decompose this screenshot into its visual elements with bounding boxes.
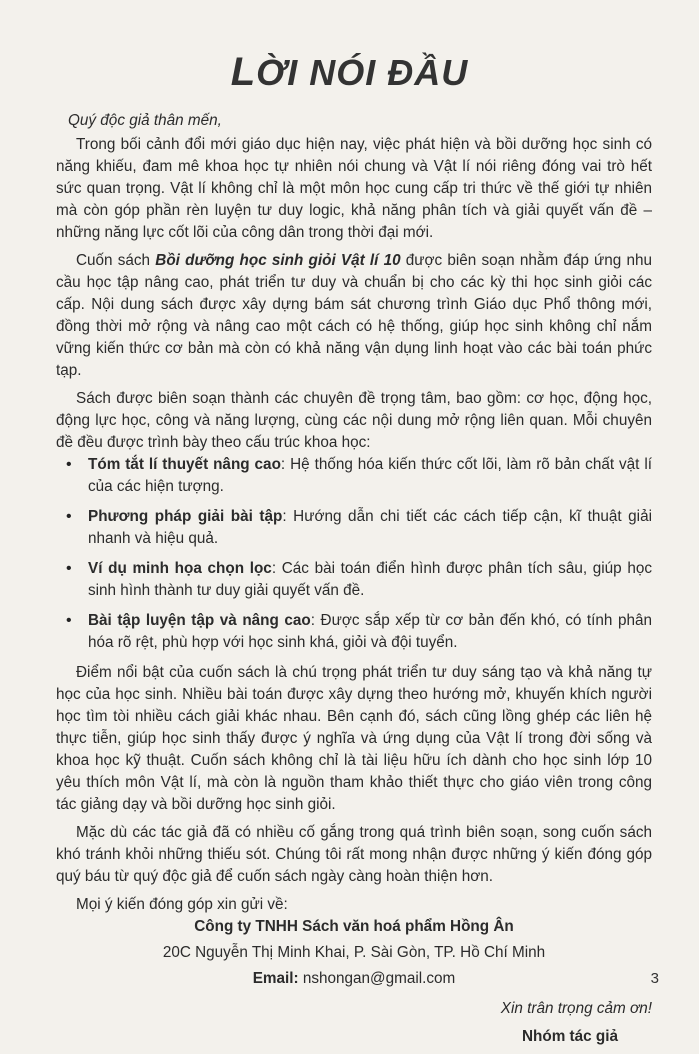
paragraph-4: Điểm nổi bật của cuốn sách là chú trọng phát triển tư duy sáng tạo và khả năng tự học của học sinh. Nhiều bài toán được xây dựng theo hướng mở, khuyến khích người học tìm tòi nhiều cách giải khác nhau. Bên cạnh đó, sách cũng lồng ghép các liên hệ thực tiễn, giúp học sinh thấy được ý nghĩa và ứng dụng của Vật lí trong đời sống và khoa học kỹ thuật. Cuốn sách không chỉ là tài liệu hữu ích dành cho học sinh lớp 10 yêu thích môn Vật lí, mà còn là nguồn tham khảo thiết thực cho giáo viên trong công tác giảng dạy và bồi dưỡng học sinh giỏi. [56, 664, 652, 813]
feature-text: : Hệ thống hóa kiến thức cốt lõi, làm rõ bản chất vật lí của các hiện tượng. [88, 456, 652, 495]
company-address: 20C Nguyễn Thị Minh Khai, P. Sài Gòn, TP. Hồ Chí Minh [162, 944, 546, 961]
feature-text: : Được sắp xếp từ cơ bản đến khó, có tính phân hóa rõ rệt, phù hợp với học sinh khá, giỏi và đội tuyển. [88, 612, 653, 651]
title-initial: L [230, 50, 257, 94]
contact-block [56, 916, 652, 990]
paragraph-1: Trong bối cảnh đổi mới giáo dục hiện nay, việc phát hiện và bồi dưỡng học sinh có năng khiếu, đam mê khoa học tự nhiên nói chung và Vật lí nói riêng đóng vai trò hết sức quan trọng. Vật lí không chỉ là một môn học cung cấp tri thức về thế giới tự nhiên mà còn góp phần rèn luyện tư duy logic, khả năng phân tích và giải quyết vấn đề – những năng lực cốt lõi của công dân trong thời đại mới. [56, 136, 652, 241]
list-item [88, 454, 652, 498]
paragraph-2-rest: được biên soạn nhằm đáp ứng nhu cầu học tập nâng cao, phát triển tư duy và chuẩn bị cho các kỳ thi học sinh giỏi các cấp. Nội dung sách được xây dựng bám sát chương trình Giáo dục Phổ thông mới, đồng thời mở rộng và nâng cao một cách có hệ thống, giúp học sinh không chỉ nắm vững kiến thức cơ bản mà còn có khả năng vận dụng linh hoạt vào các bài toán phức tạp. [56, 252, 652, 379]
greeting: Quý độc giả thân mến, [68, 112, 222, 129]
author-signature: Nhóm tác giả [521, 1028, 618, 1045]
list-item [88, 558, 652, 602]
list-item [88, 506, 652, 550]
preface-body [56, 110, 652, 1054]
paragraph-3: Sách được biên soạn thành các chuyên đề trọng tâm, bao gồm: cơ học, động học, động lực học, công và năng lượng, cùng các nội dung mở rộng liên quan. Mỗi chuyên đề đều được trình bày theo cấu trúc khoa học: [56, 390, 652, 451]
paragraph-2 [56, 250, 652, 382]
paragraph-2-intro: Cuốn sách [76, 252, 156, 269]
feature-label: Bài tập luyện tập và nâng cao [88, 612, 311, 629]
feature-text: : Các bài toán điển hình được phân tích sâu, giúp học sinh hình thành tư duy giải quyết vấn đề. [88, 560, 652, 599]
page-title [0, 50, 699, 95]
title-rest: ỜI NÓI ĐẦU [256, 52, 469, 93]
feature-label: Phương pháp giải bài tập [88, 508, 283, 525]
company-name: Công ty TNHH Sách văn hoá phẩm Hồng Ân [194, 918, 514, 935]
email-label: Email: [252, 970, 299, 987]
feature-list [56, 454, 652, 654]
paragraph-6: Mọi ý kiến đóng góp xin gửi về: [76, 896, 288, 913]
paragraph-5: Mặc dù các tác giả đã có nhiều cố gắng trong quá trình biên soạn, song cuốn sách khó tránh khỏi những thiếu sót. Chúng tôi rất mong nhận được những ý kiến đóng góp quý báu từ quý độc giả để cuốn sách ngày càng hoàn thiện hơn. [56, 824, 652, 885]
email-address: nshongan@gmail.com [298, 970, 456, 987]
feature-label: Tóm tắt lí thuyết nâng cao [88, 456, 281, 473]
thanks-line: Xin trân trọng cảm ơn! [500, 1000, 652, 1017]
book-title: Bồi dưỡng học sinh giỏi Vật lí 10 [155, 252, 401, 269]
page-number: 3 [650, 970, 659, 987]
feature-label: Ví dụ minh họa chọn lọc [88, 560, 272, 577]
list-item [88, 610, 652, 654]
feature-text: : Hướng dẫn chi tiết các cách tiếp cận, kĩ thuật giải nhanh và hiệu quả. [88, 508, 652, 547]
